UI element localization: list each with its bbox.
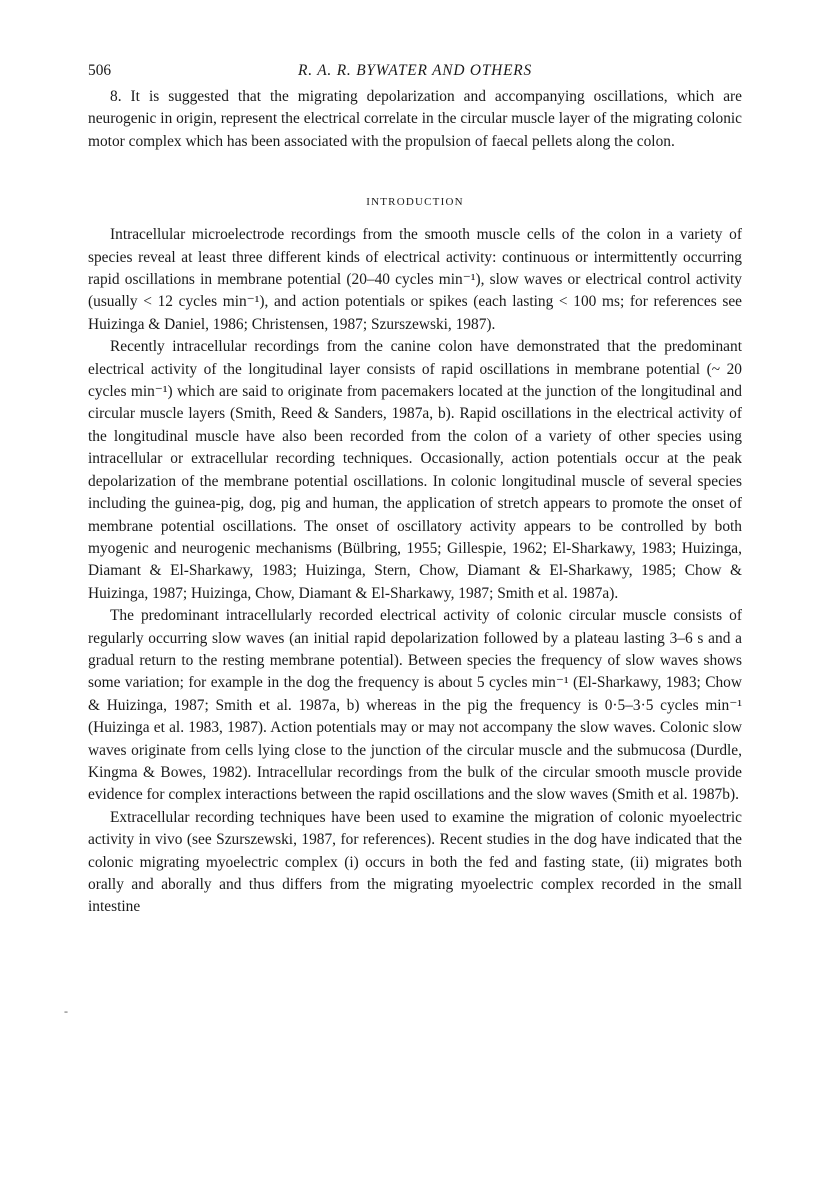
page-header [88,60,742,86]
intro-paragraph-1: Intracellular microelectrode recordings from the smooth muscle cells of the colon in a variety of species reveal at least three different kinds of electrical activity: continuous or intermittently occurring rapid oscillations in membrane potential (20–40 cycles min⁻¹), slow waves or electrical control activity (usually < 12 cycles min⁻¹), and action potentials or spikes (each lasting < 100 ms; for references see Huizinga & Daniel, 1986; Christensen, 1987; Szurszewski, 1987). [88,226,742,333]
page [88,60,742,919]
running-head: R. A. R. BYWATER AND OTHERS [298,62,532,79]
page-number: 506 [88,62,112,79]
section-title-introduction: INTRODUCTION [366,196,464,209]
summary-paragraph-8: 8. It is suggested that the migrating depolarization and accompanying oscillations, which are neurogenic in origin, represent the electrical correlate in the circular muscle layer of the migrating colonic motor complex which has been associated with the propulsion of faecal pellets along the colon. [88,88,742,150]
intro-paragraph-4: Extracellular recording techniques have been used to examine the migration of colonic myoelectric activity in vivo (see Szurszewski, 1987, for references). Recent studies in the dog have indicated that the colonic migrating myoelectric complex (i) occurs in both the fed and fasting state, (ii) migrates both orally and aborally and thus differs from the migrating myoelectric complex recorded in the small intestine [88,808,742,916]
intro-paragraph-2: Recently intracellular recordings from the canine colon have demonstrated that the predominant electrical activity of the longitudinal layer consists of rapid oscillations in membrane potential (~ 20 cycles min⁻¹) which are said to originate from pacemakers located at the junction of the longitudinal and circular muscle layers (Smith, Reed & Sanders, 1987a, b). Rapid oscillations in the electrical activity of the longitudinal muscle have also been recorded from the colon of a variety of other species using intracellular or extracellular recording techniques. Occasionally, action potentials occur at the peak depolarization of the membrane potential oscillations. In colonic longitudinal muscle of several species including the guinea-pig, dog, pig and human, the application of stretch appears to promote the onset of membrane potential oscillations. The onset of oscillatory activity appears to be controlled by both myogenic and neurogenic mechanisms (Bülbring, 1955; Gillespie, 1962; El-Sharkawy, 1983; Huizinga, Diamant & El-Sharkawy, 1983; Huizinga, Stern, Chow, Diamant & El-Sharkawy, 1985; Chow & Huizinga, 1987; Huizinga, Chow, Diamant & El-Sharkawy, 1987; Smith et al. 1987a). [88,338,742,602]
margin-mark: - [64,1004,68,1018]
intro-paragraph-3: The predominant intracellularly recorded electrical activity of colonic circular muscle consists of regularly occurring slow waves (an initial rapid depolarization followed by a plateau lasting 3–6 s and a gradual return to the resting membrane potential). Between species the frequency of slow waves shows some variation; for example in the dog the frequency is about 5 cycles min⁻¹ (El-Sharkawy, 1983; Chow & Huizinga, 1987; Smith et al. 1987a, b) whereas in the pig the frequency is 0·5–3·5 cycles min⁻¹ (Huizinga et al. 1983, 1987). Action potentials may or may not accompany the slow waves. Colonic slow waves originate from cells lying close to the junction of the circular muscle and the submucosa (Durdle, Kingma & Bowes, 1982). Intracellular recordings from the bulk of the circular smooth muscle provide evidence for complex interactions between the rapid oscillations and the slow waves (Smith et al. 1987b). [88,607,742,804]
